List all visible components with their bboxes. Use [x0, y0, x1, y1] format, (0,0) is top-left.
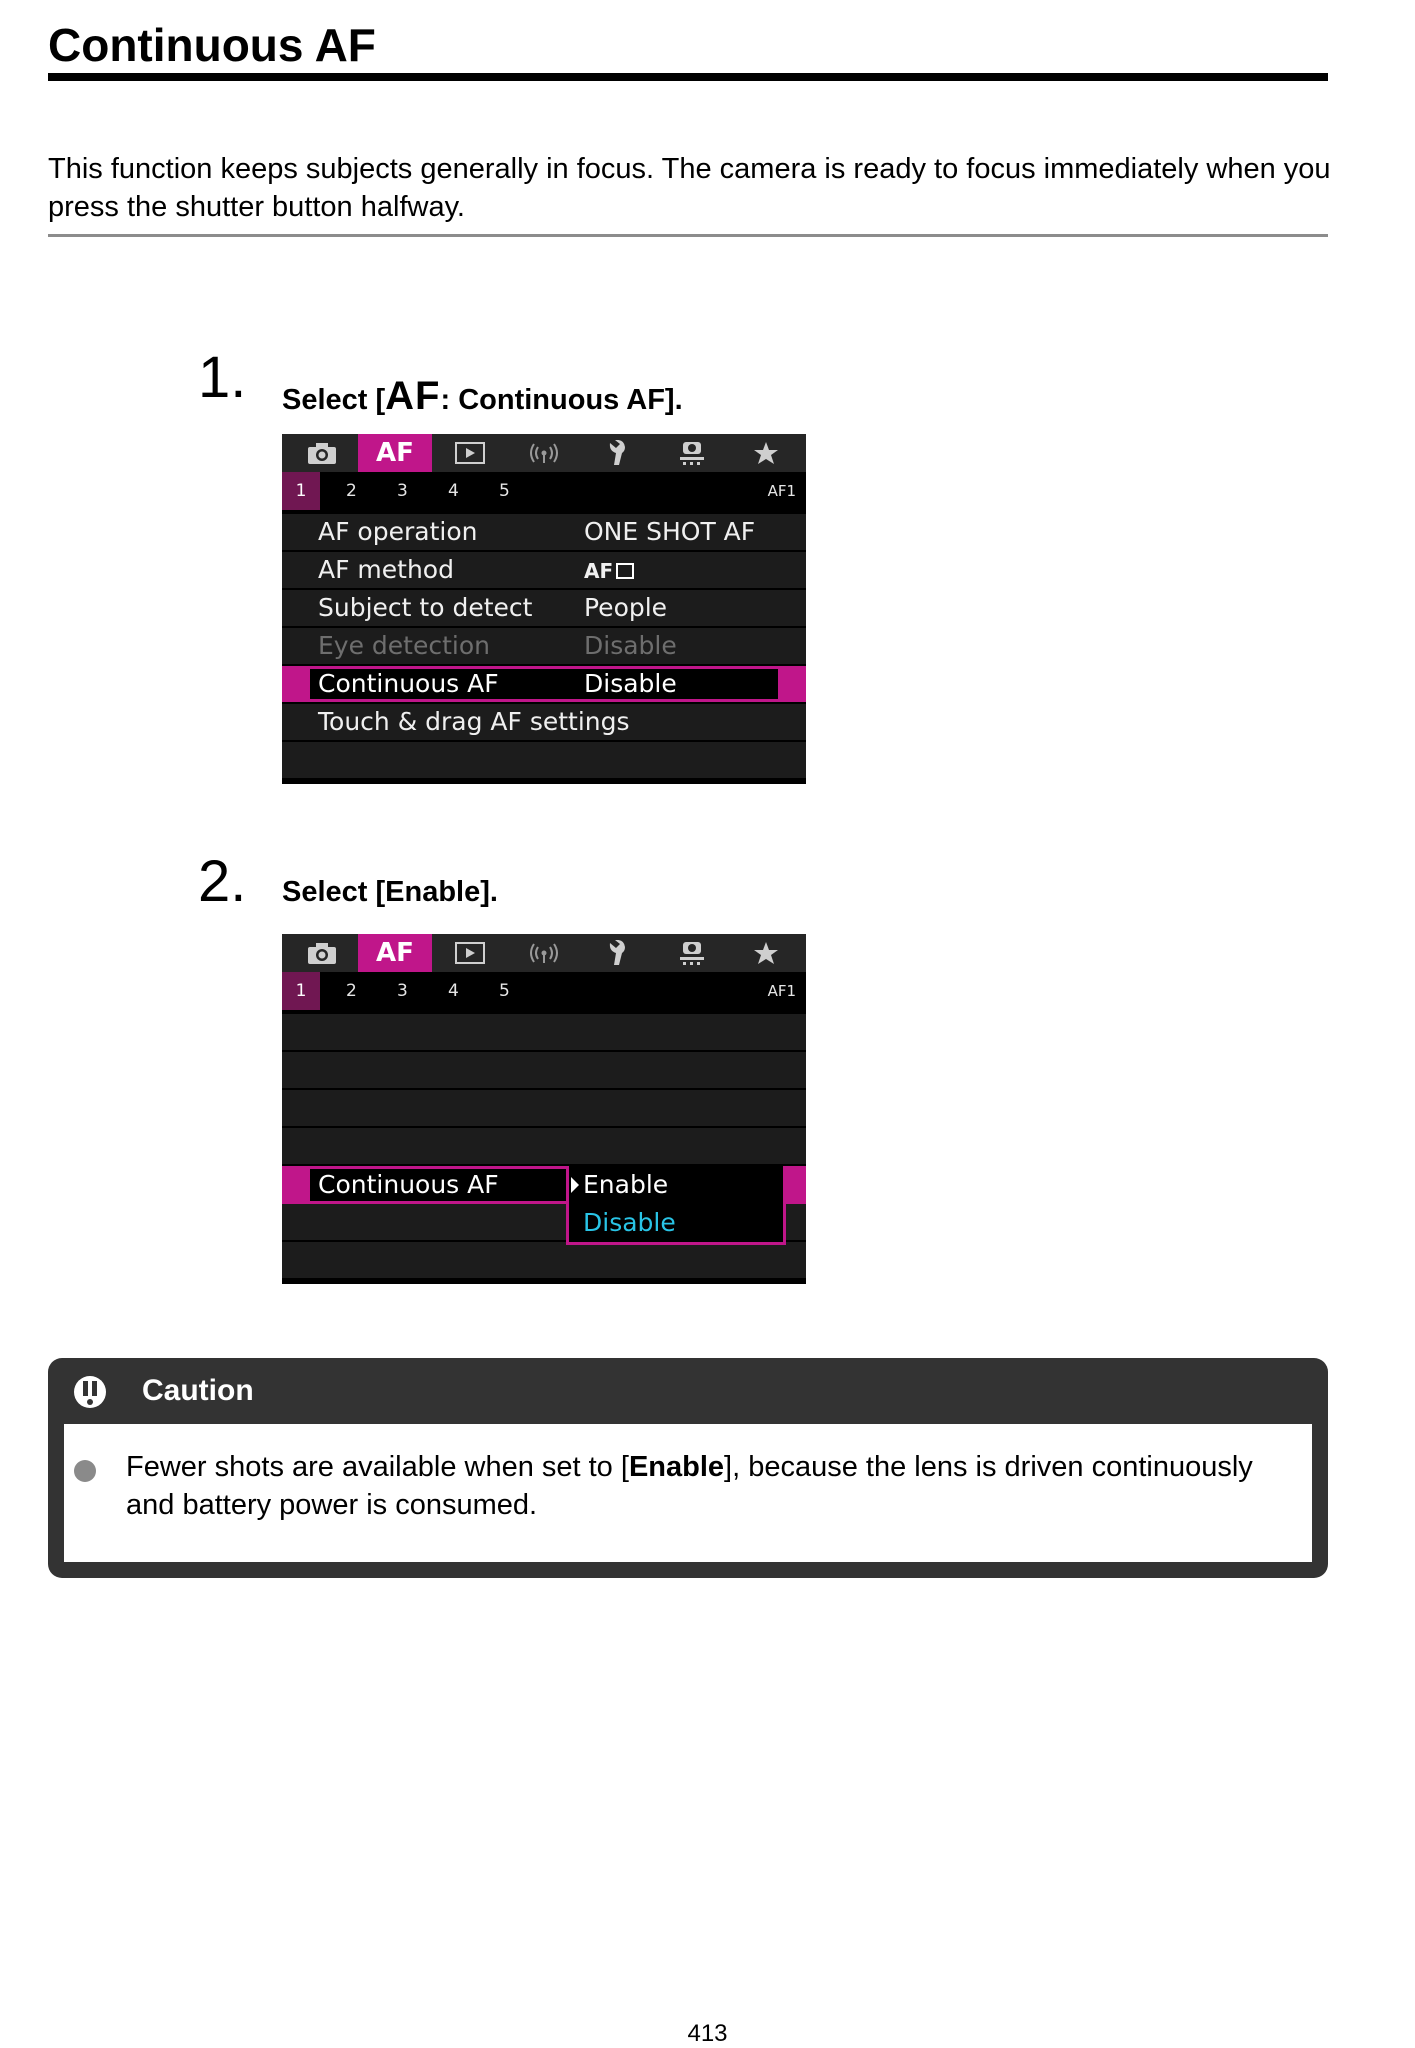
intro-text: This function keeps subjects generally in focus. The camera is ready to focus immediately when you press the shutter button halfway.: [48, 153, 1331, 223]
title-rule: [48, 73, 1328, 81]
page-title: Continuous AF: [48, 19, 376, 71]
continuous-af-dropdown: [566, 1166, 786, 1245]
sub-tab-4[interactable]: 4: [448, 981, 459, 1001]
sub-tab-1[interactable]: 1: [282, 972, 320, 1010]
wireless-icon[interactable]: [518, 934, 570, 972]
sub-tab-bar: [282, 472, 806, 510]
wireless-icon[interactable]: [518, 434, 570, 472]
main-tab-bar: [282, 434, 806, 472]
menu-row-label: Subject to detect: [318, 593, 533, 622]
caution-title: Caution: [142, 1374, 254, 1407]
step-1-text: [282, 374, 683, 419]
caution-text-before: Fewer shots are available when set to [: [126, 1451, 629, 1483]
menu-row-blank: [282, 1128, 806, 1166]
caution-text: [126, 1448, 1286, 1524]
wrench-icon[interactable]: [592, 434, 644, 472]
sub-tab-4[interactable]: 4: [448, 481, 459, 501]
menu-row-empty: [282, 742, 806, 780]
caution-text-bold: Enable: [628, 1451, 725, 1483]
step-2-number: 2.: [198, 849, 247, 914]
menu-row-af-method[interactable]: [282, 552, 806, 590]
option-disable[interactable]: Disable: [569, 1204, 783, 1242]
menu-row-label: AF method: [318, 555, 454, 584]
af-method-value: [584, 552, 634, 589]
sub-tab-1[interactable]: 1: [282, 472, 320, 510]
step-1-text-prefix: Select [: [282, 384, 386, 416]
menu-row-label: Touch & drag AF settings: [318, 707, 630, 736]
wrench-icon[interactable]: [592, 934, 644, 972]
menu-row-label: Continuous AF: [318, 1170, 499, 1199]
star-icon[interactable]: [740, 934, 792, 972]
sub-tab-3[interactable]: 3: [397, 981, 408, 1001]
playback-icon[interactable]: [444, 934, 496, 972]
menu-row-value: Disable: [584, 631, 677, 660]
menu-row-subject-to-detect[interactable]: [282, 590, 806, 628]
menu-row-value: People: [584, 593, 668, 622]
menu-row-af-operation[interactable]: [282, 514, 806, 552]
menu-row-blank: [282, 1014, 806, 1052]
step-1-text-suffix: : Continuous AF].: [440, 384, 683, 416]
sub-tab-5[interactable]: 5: [499, 481, 510, 501]
caution-box: [48, 1358, 1328, 1578]
sub-tab-bar: [282, 972, 806, 1010]
camera-icon[interactable]: [296, 934, 348, 972]
menu-row-label: Eye detection: [318, 631, 490, 660]
step-1-number: 1.: [198, 345, 247, 410]
camera-screen-2: [282, 934, 806, 1284]
menu-row-blank: [282, 1090, 806, 1128]
menu-row-blank: [282, 1052, 806, 1090]
page-code: AF1: [767, 482, 796, 500]
main-tab-bar: [282, 934, 806, 972]
tab-af[interactable]: AF: [358, 434, 432, 472]
menu-row-touch-drag[interactable]: [282, 704, 806, 742]
menu-row-continuous-af[interactable]: [282, 666, 806, 704]
menu-row-eye-detection: [282, 628, 806, 666]
caution-icon: [72, 1374, 108, 1415]
camera-screen-1: [282, 434, 806, 784]
menu-row-value: Disable: [584, 669, 677, 698]
page-code: AF1: [767, 982, 796, 1000]
bullet-icon: [74, 1460, 96, 1482]
af-method-text: AF: [584, 559, 614, 583]
menu-row-blank: [282, 1242, 806, 1280]
sub-tab-5[interactable]: 5: [499, 981, 510, 1001]
af-area-square-icon: [616, 563, 634, 579]
menu-row-value: ONE SHOT AF: [584, 517, 756, 546]
intro-rule: [48, 234, 1328, 237]
sub-tab-2[interactable]: 2: [346, 981, 357, 1001]
caution-header: [48, 1358, 1328, 1424]
playback-icon[interactable]: [444, 434, 496, 472]
sub-tab-3[interactable]: 3: [397, 481, 408, 501]
sub-tab-2[interactable]: 2: [346, 481, 357, 501]
menu-row-label: Continuous AF: [318, 669, 499, 698]
custom-function-icon[interactable]: [666, 434, 718, 472]
step-2-text: Select [Enable].: [282, 876, 498, 908]
custom-function-icon[interactable]: [666, 934, 718, 972]
star-icon[interactable]: [740, 434, 792, 472]
caution-text-after: ], because the lens is driven continuously and battery power is consumed.: [126, 1451, 1253, 1521]
camera-icon[interactable]: [296, 434, 348, 472]
option-enable[interactable]: Enable: [569, 1166, 783, 1204]
menu-row-label: AF operation: [318, 517, 478, 546]
caution-body: [64, 1424, 1312, 1562]
page-number: 413: [687, 2020, 728, 2047]
tab-af[interactable]: AF: [358, 934, 432, 972]
af-tab-icon: AF: [385, 374, 441, 418]
